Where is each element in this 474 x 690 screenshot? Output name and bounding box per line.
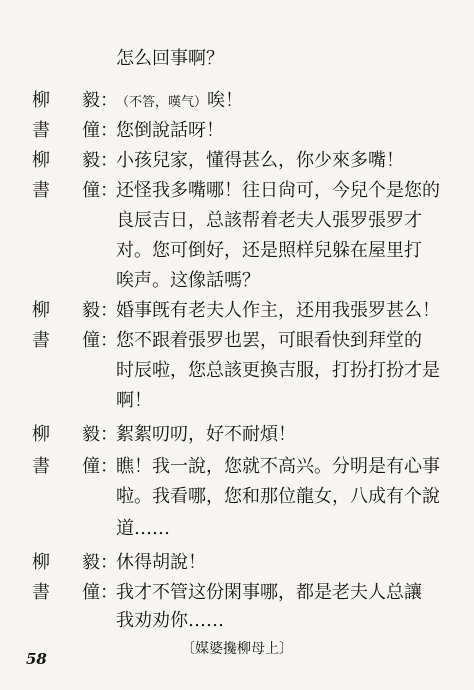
speaker-separator: ： bbox=[100, 424, 118, 445]
speaker-char: 毅 bbox=[82, 90, 100, 111]
dialogue-line bbox=[0, 296, 474, 326]
speaker-separator: ： bbox=[100, 300, 118, 321]
dialogue-text bbox=[116, 86, 243, 118]
dialogue-line bbox=[0, 452, 474, 482]
dialogue-text: 我才不管这份閑事哪，都是老夫人总讓 bbox=[116, 582, 422, 603]
dialogue-continuation bbox=[0, 606, 474, 636]
speaker-char: 柳 bbox=[32, 150, 50, 171]
speaker-char: 書 bbox=[32, 582, 50, 603]
dialogue-text: 还怪我多嘴哪！往日尙可，今兒个是您的 bbox=[116, 180, 440, 201]
dialogue-text: 您不跟着張罗也罢，可眼看快到拜堂的 bbox=[116, 330, 422, 351]
dialogue-continuation bbox=[0, 206, 474, 236]
dialogue-line bbox=[0, 146, 474, 176]
continuation-text: 唉声。这像話嗎？ bbox=[116, 270, 260, 291]
continuation-text: 对。您可倒好，还是照样兒躲在屋里打 bbox=[116, 240, 422, 261]
dialogue-continuation bbox=[0, 236, 474, 266]
speaker-name bbox=[32, 548, 100, 578]
speaker-char: 僮 bbox=[82, 456, 100, 477]
speaker-name bbox=[32, 146, 100, 176]
dialogue-continuation bbox=[0, 386, 474, 416]
speaker-name bbox=[32, 116, 100, 146]
dialogue-line bbox=[0, 86, 474, 116]
speaker-char: 柳 bbox=[32, 300, 50, 321]
dialogue-continuation bbox=[0, 482, 474, 512]
dialogue-continuation bbox=[0, 44, 474, 74]
speaker-char: 書 bbox=[32, 456, 50, 477]
dialogue-continuation bbox=[0, 266, 474, 296]
speaker-char: 僮 bbox=[82, 330, 100, 351]
speaker-name bbox=[32, 420, 100, 450]
dialogue-text: 休得胡說！ bbox=[116, 552, 206, 573]
continuation-text: 我劝劝你…… bbox=[116, 610, 224, 631]
dialogue-text: 小孩兒家，懂得甚么，你少來多嘴！ bbox=[116, 150, 404, 171]
speaker-name bbox=[32, 176, 100, 206]
continuation-text: 啊！ bbox=[116, 390, 152, 411]
speaker-char: 毅 bbox=[82, 424, 100, 445]
speaker-separator: ： bbox=[100, 552, 118, 573]
speaker-char: 書 bbox=[32, 120, 50, 141]
dialogue-text: 您倒說話呀！ bbox=[116, 120, 224, 141]
speaker-char: 僮 bbox=[82, 120, 100, 141]
speaker-name bbox=[32, 86, 100, 116]
speaker-char: 毅 bbox=[82, 300, 100, 321]
speaker-char: 書 bbox=[32, 180, 50, 201]
continuation-text: 良辰吉日，总該帮着老夫人張罗張罗才 bbox=[116, 210, 422, 231]
speaker-char: 柳 bbox=[32, 90, 50, 111]
speaker-name bbox=[32, 296, 100, 326]
speaker-char: 毅 bbox=[82, 150, 100, 171]
page-number: 58 bbox=[26, 650, 47, 668]
dialogue-speech: 唉！ bbox=[207, 90, 244, 111]
dialogue-text: 絮絮叨叨，好不耐煩！ bbox=[116, 424, 296, 445]
speaker-name bbox=[32, 326, 100, 356]
speaker-char: 僮 bbox=[82, 180, 100, 201]
dialogue-line bbox=[0, 326, 474, 356]
parenthetical: （不答，嘆气） bbox=[116, 95, 208, 110]
speaker-separator: ： bbox=[100, 180, 118, 201]
speaker-char: 柳 bbox=[32, 552, 50, 573]
speaker-separator: ： bbox=[100, 456, 118, 477]
dialogue-text: 婚事旣有老夫人作主，还用我張罗甚么！ bbox=[116, 300, 440, 321]
speaker-char: 書 bbox=[32, 330, 50, 351]
dialogue-line bbox=[0, 548, 474, 578]
continuation-text: 道…… bbox=[116, 518, 170, 539]
speaker-separator: ： bbox=[100, 330, 118, 351]
speaker-char: 毅 bbox=[82, 552, 100, 573]
speaker-name bbox=[32, 578, 100, 608]
dialogue-continuation bbox=[0, 356, 474, 386]
continuation-text: 怎么回事啊？ bbox=[116, 48, 224, 69]
dialogue-line bbox=[0, 116, 474, 146]
continuation-text: 啦。我看哪，您和那位龍女，八成有个說 bbox=[116, 486, 440, 507]
dialogue-line bbox=[0, 176, 474, 206]
speaker-separator: ： bbox=[100, 90, 118, 111]
dialogue-line bbox=[0, 420, 474, 450]
speaker-separator: ： bbox=[100, 150, 118, 171]
speaker-char: 僮 bbox=[82, 582, 100, 603]
dialogue-continuation bbox=[0, 514, 474, 544]
dialogue-text: 瞧！我一說，您就不高兴。分明是有心事 bbox=[116, 456, 440, 477]
speaker-separator: ： bbox=[100, 582, 118, 603]
speaker-separator: ： bbox=[100, 120, 118, 141]
dialogue-line bbox=[0, 578, 474, 608]
speaker-name bbox=[32, 452, 100, 482]
speaker-char: 柳 bbox=[32, 424, 50, 445]
stage-direction: 〔媒婆攙柳母上〕 bbox=[181, 641, 293, 657]
continuation-text: 时辰啦，您总該更換吉服，打扮打扮才是 bbox=[116, 360, 440, 381]
